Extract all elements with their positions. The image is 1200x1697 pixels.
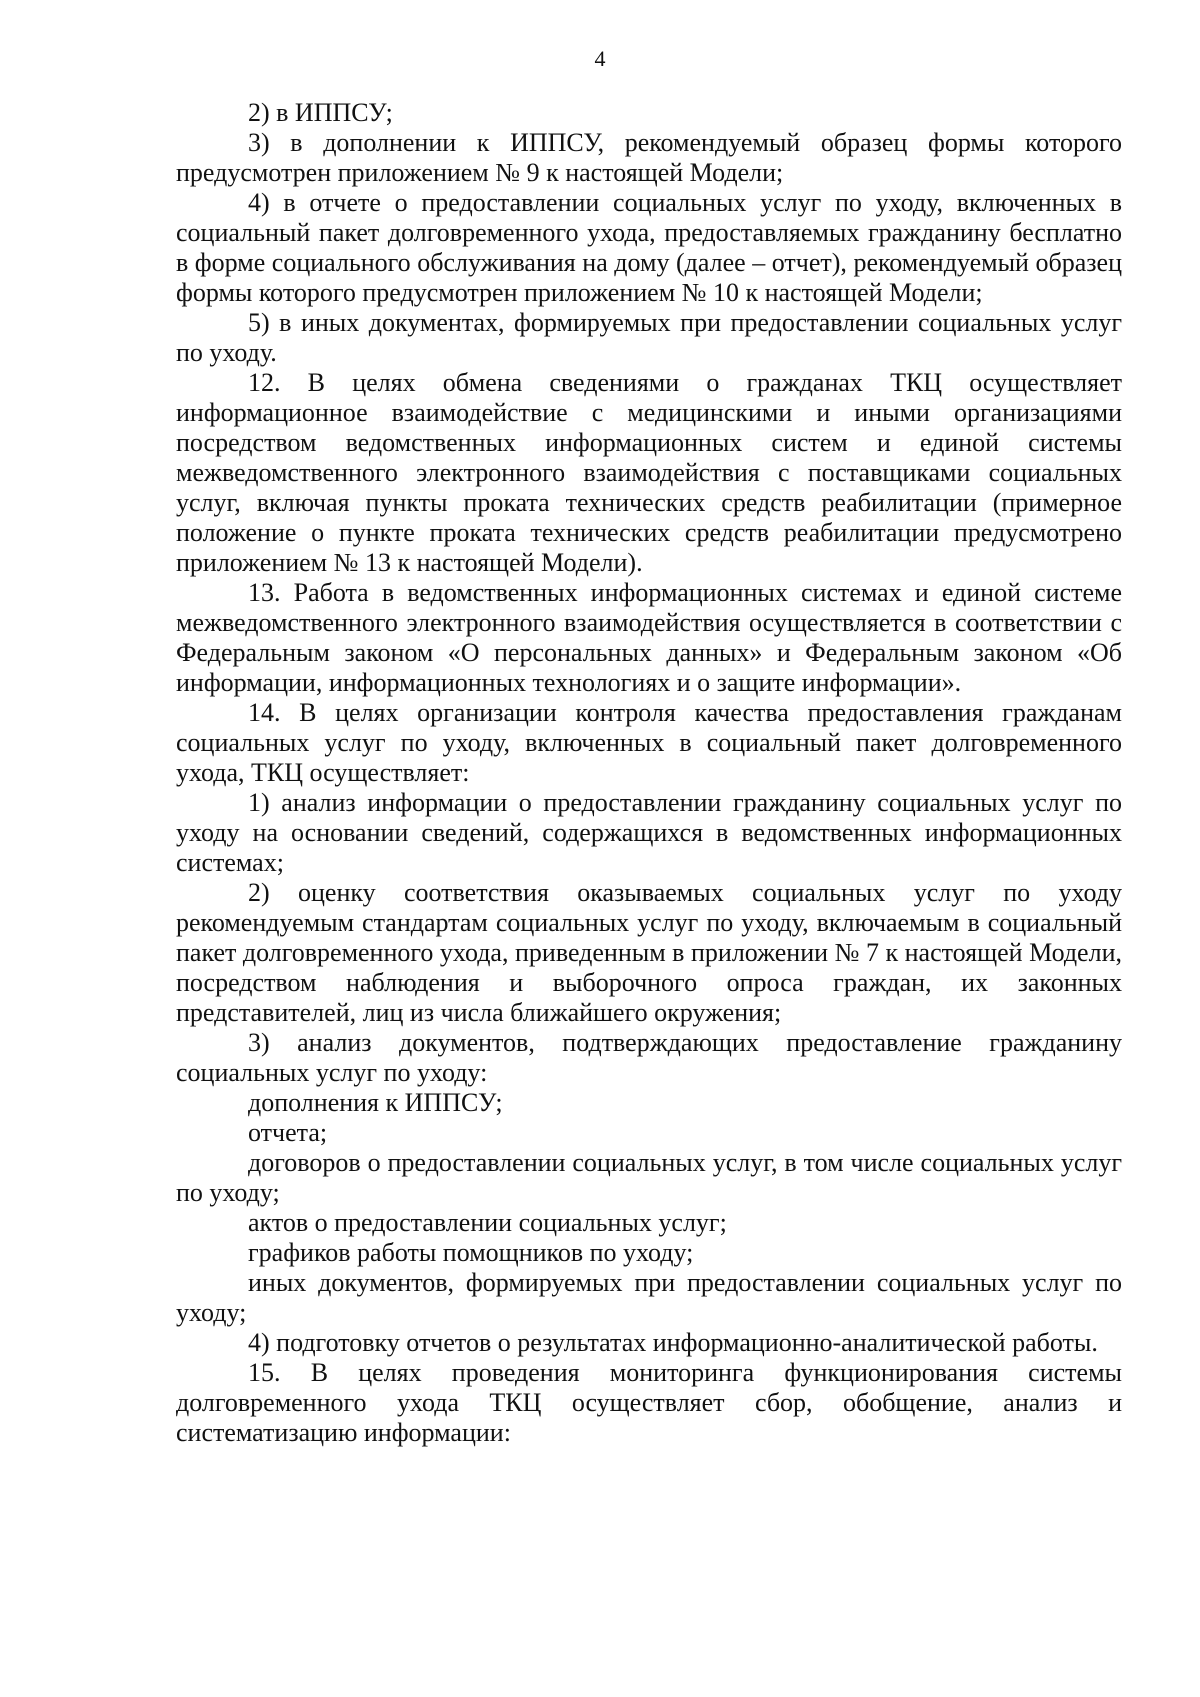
- list-item: графиков работы помощников по уходу;: [248, 1238, 694, 1267]
- list-item: иных документов, формируемых при предоставлении социальных услуг по уходу;: [176, 1268, 1122, 1327]
- paragraph: 2) оценку соответствия оказываемых социальных услуг по уходу рекомендуемым стандартам социальных услуг по уходу, включаемым в социальный пакет долговременного ухода, приведенным в приложении № 7 к настоящей Модели, посредством наблюдения и выборочного опроса граждан, их законных представителей, лиц из числа ближайшего окружения;: [176, 878, 1122, 1027]
- paragraph: 1) анализ информации о предоставлении гражданину социальных услуг по уходу на основании сведений, содержащихся в ведомственных информационных системах;: [176, 788, 1122, 877]
- paragraph: 12. В целях обмена сведениями о гражданах ТКЦ осуществляет информационное взаимодействие с медицинскими и иными организациями посредством ведомственных информационных систем и единой системы межведомственного электронного взаимодействия с поставщиками социальных услуг, включая пункты проката технических средств реабилитации (примерное положение о пункте проката технических средств реабилитации предусмотрено приложением № 13 к настоящей Модели).: [176, 368, 1122, 577]
- page-number: 4: [594, 46, 606, 71]
- document-body: [176, 98, 1122, 1448]
- paragraph: 5) в иных документах, формируемых при предоставлении социальных услуг по уходу.: [176, 308, 1122, 367]
- paragraph: 15. В целях проведения мониторинга функционирования системы долговременного ухода ТКЦ осуществляет сбор, обобщение, анализ и систематизацию информации:: [176, 1358, 1122, 1447]
- list-item: дополнения к ИППСУ;: [248, 1088, 503, 1117]
- paragraph: 14. В целях организации контроля качества предоставления гражданам социальных услуг по уходу, включенных в социальный пакет долговременного ухода, ТКЦ осуществляет:: [176, 698, 1122, 787]
- list-item: отчета;: [248, 1118, 328, 1147]
- paragraph: 3) анализ документов, подтверждающих предоставление гражданину социальных услуг по уходу:: [176, 1028, 1122, 1087]
- list-item: актов о предоставлении социальных услуг;: [248, 1208, 727, 1237]
- list-item: договоров о предоставлении социальных услуг, в том числе социальных услуг по уходу;: [176, 1148, 1122, 1207]
- paragraph: 4) в отчете о предоставлении социальных услуг по уходу, включенных в социальный пакет долговременного ухода, предоставляемых гражданину бесплатно в форме социального обслуживания на дому (далее – отчет), рекомендуемый образец формы которого предусмотрен приложением № 10 к настоящей Модели;: [176, 188, 1122, 307]
- paragraph: 4) подготовку отчетов о результатах информационно-аналитической работы.: [248, 1328, 1098, 1357]
- paragraph: 13. Работа в ведомственных информационных системах и единой системе межведомственного электронного взаимодействия осуществляется в соответствии с Федеральным законом «О персональных данных» и Федеральным законом «Об информации, информационных технологиях и о защите информации».: [176, 578, 1122, 697]
- paragraph: 3) в дополнении к ИППСУ, рекомендуемый образец формы которого предусмотрен приложением № 9 к настоящей Модели;: [176, 128, 1122, 187]
- paragraph: 2) в ИППСУ;: [248, 98, 393, 127]
